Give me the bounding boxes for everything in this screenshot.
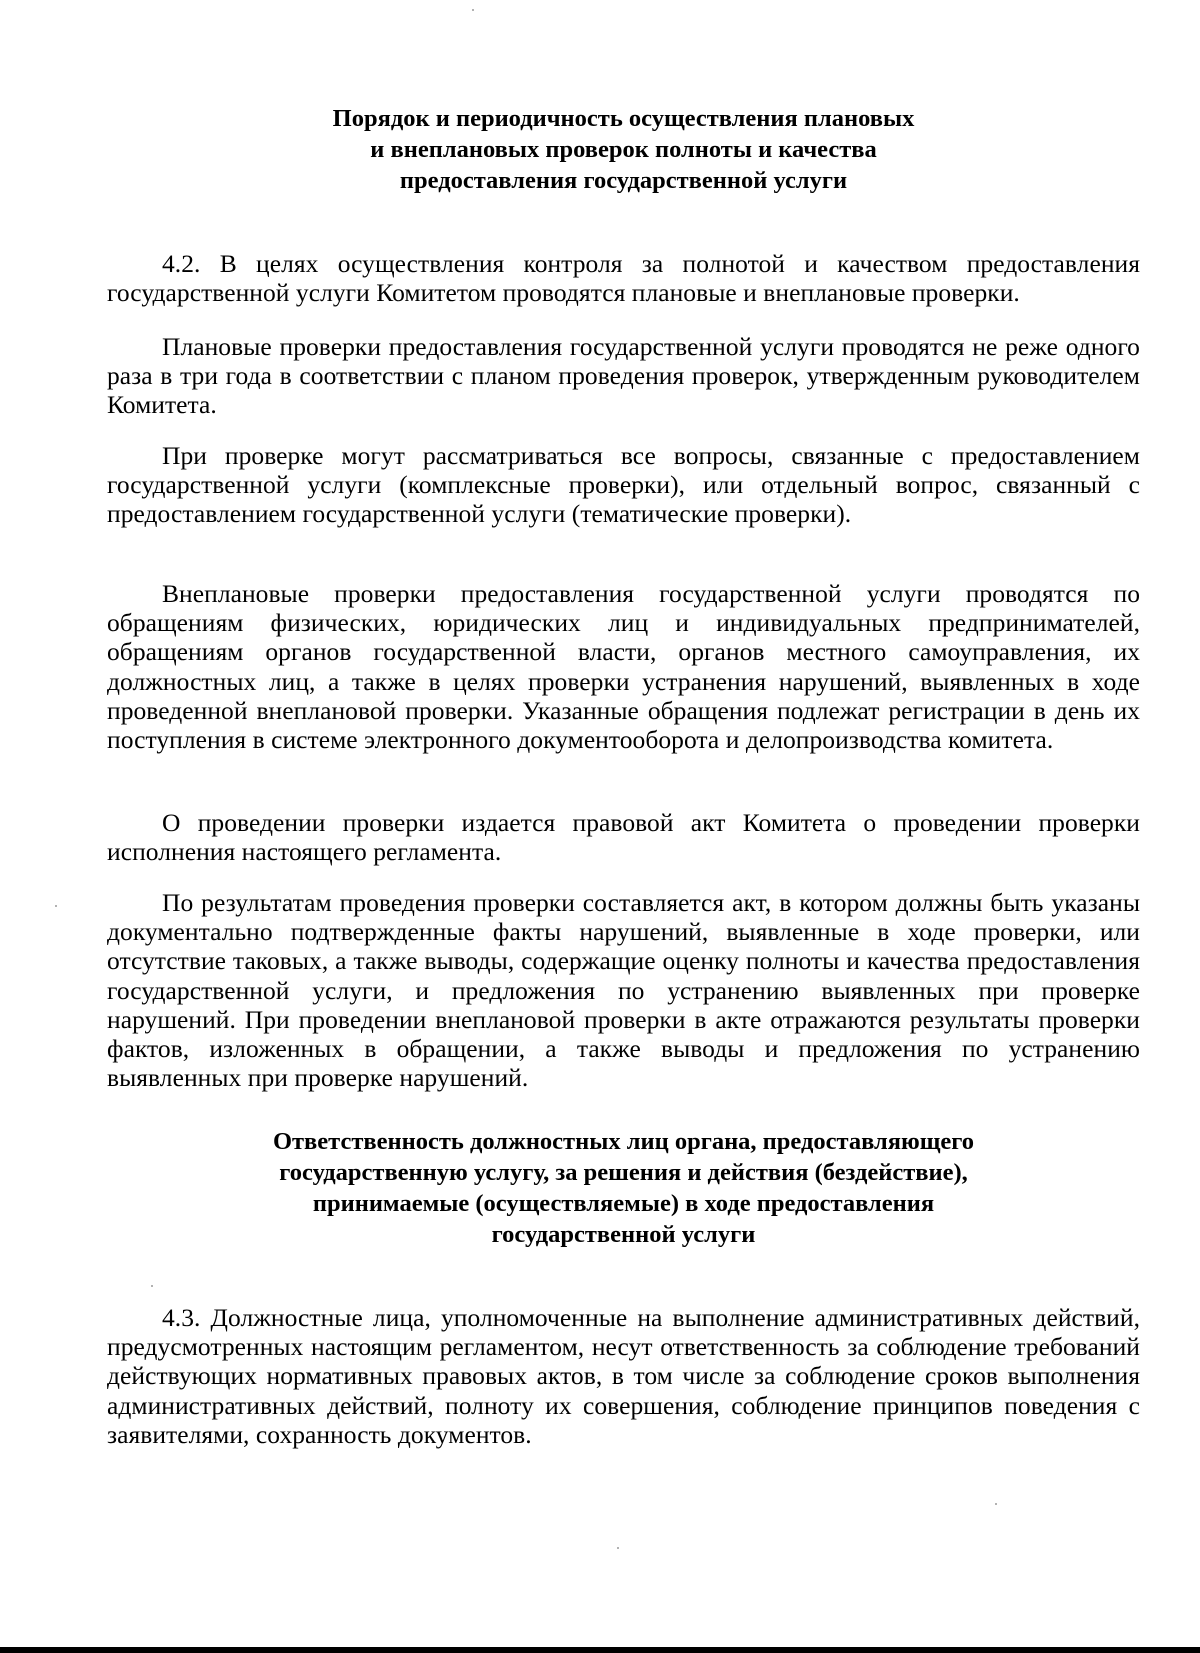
- heading-line: предоставления государственной услуги: [399, 167, 848, 194]
- paragraph-planned-inspections: Плановые проверки предоставления государственной услуги проводятся не реже одного раза в три года в соответствии с планом проведения проверок, утвержденным руководителем Комитета.: [107, 332, 1140, 420]
- heading-line: Порядок и периодичность осуществления плановых: [332, 105, 915, 132]
- scan-edge-rule: [0, 1647, 1200, 1653]
- heading-line: государственную услугу, за решения и действия (бездействие),: [279, 1159, 968, 1186]
- heading-inspection-procedure: [107, 103, 1140, 196]
- scan-speck: [151, 1285, 153, 1287]
- paragraph-inspection-order: О проведении проверки издается правовой акт Комитета о проведении проверки исполнения настоящего регламента.: [107, 808, 1140, 867]
- paragraph-unplanned-inspections: Внеплановые проверки предоставления государственной услуги проводятся по обращениям физических, юридических лиц и индивидуальных предпринимателей, обращениям органов государственной власти, органов местного самоуправления, их должностных лиц, а также в целях проверки устранения нарушений, выявленных в ходе проведенной внеплановой проверки. Указанные обращения подлежат регистрации в день их поступления в системе электронного документооборота и делопроизводства комитета.: [107, 579, 1140, 755]
- heading-line: принимаемые (осуществляемые) в ходе предоставления: [312, 1190, 935, 1217]
- heading-line: государственной услуги: [491, 1221, 756, 1248]
- paragraph-4-2: 4.2. В целях осуществления контроля за полнотой и качеством предоставления государственной услуги Комитетом проводятся плановые и внеплановые проверки.: [107, 249, 1140, 308]
- paragraph-inspection-scope: При проверке могут рассматриваться все вопросы, связанные с предоставлением государственной услуги (комплексные проверки), или отдельный вопрос, связанный с предоставлением государственной услуги (тематические проверки).: [107, 441, 1140, 529]
- scan-speck: [617, 1547, 619, 1549]
- heading-officials-responsibility: [107, 1126, 1140, 1250]
- paragraph-4-3: 4.3. Должностные лица, уполномоченные на выполнение административных действий, предусмотренных настоящим регламентом, несут ответственность за соблюдение требований действующих нормативных правовых актов, в том числе за соблюдение сроков выполнения административных действий, полноту их совершения, соблюдение принципов поведения с заявителями, сохранность документов.: [107, 1303, 1140, 1449]
- heading-line: Ответственность должностных лиц органа, предоставляющего: [272, 1128, 975, 1155]
- scan-speck: [995, 1503, 997, 1505]
- paragraph-inspection-act: По результатам проведения проверки составляется акт, в котором должны быть указаны документально подтвержденные факты нарушений, выявленные в ходе проверки, или отсутствие таковых, а также выводы, содержащие оценку полноты и качества предоставления государственной услуги, и предложения по устранению выявленных при проверке нарушений. При проведении внеплановой проверки в акте отражаются результаты проверки фактов, изложенных в обращении, а также выводы и предложения по устранению выявленных при проверке нарушений.: [107, 888, 1140, 1093]
- heading-line: и внеплановых проверок полноты и качества: [370, 136, 877, 163]
- scan-speck: [55, 905, 57, 907]
- scan-speck: [472, 9, 474, 11]
